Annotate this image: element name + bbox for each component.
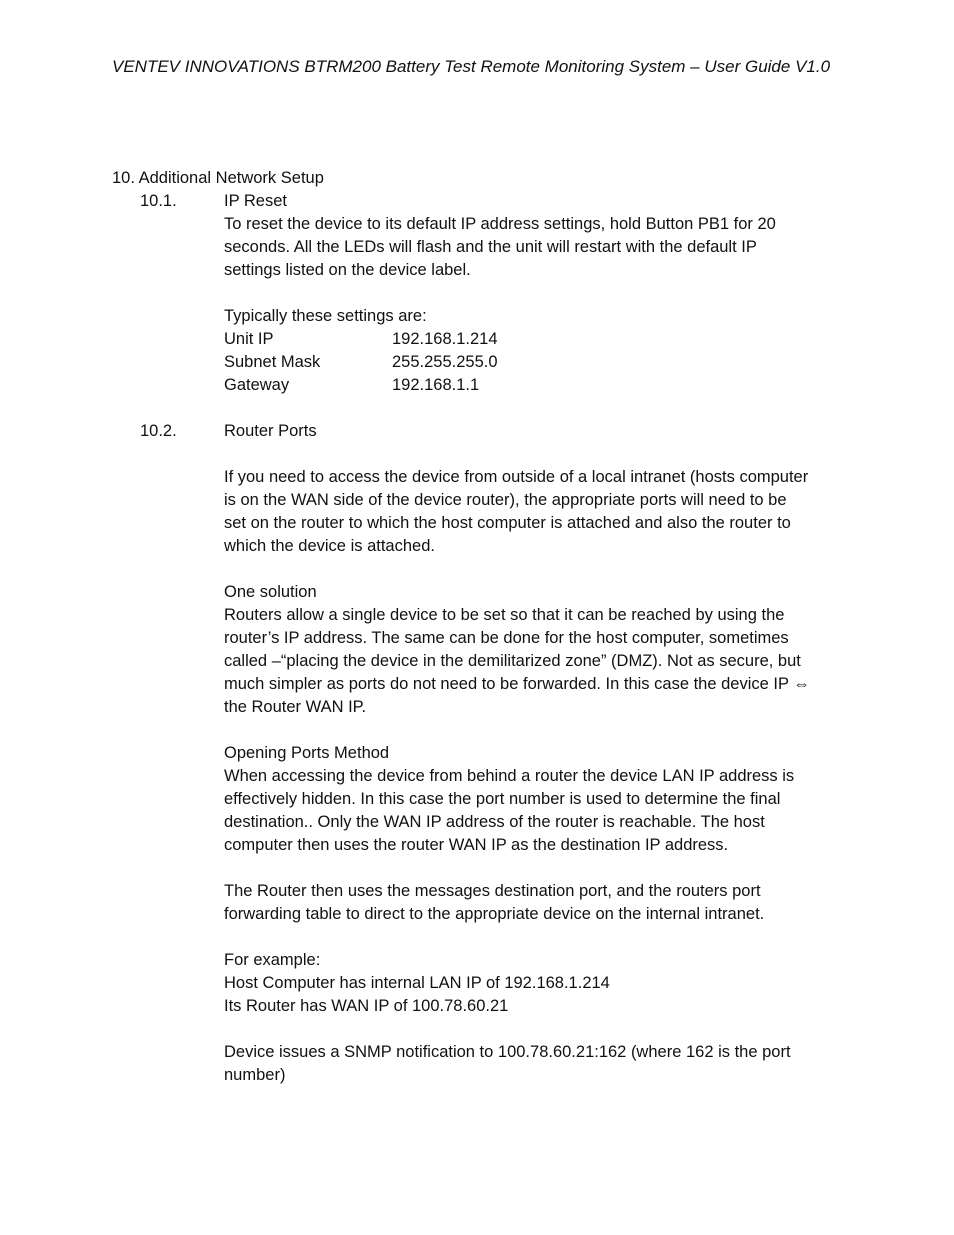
paragraph-line: For example: [224, 951, 321, 969]
settings-row-gateway [112, 374, 852, 397]
paragraph-line: called –“placing the device in the demilitarized zone” (DMZ). Not as secure, but [224, 652, 801, 670]
page-header: VENTEV INNOVATIONS BTRM200 Battery Test Remote Monitoring System – User Guide V1.0 [112, 57, 831, 76]
one-solution-title: One solution [224, 583, 317, 601]
paragraph-line: Routers allow a single device to be set so that it can be reached by using the [224, 606, 785, 624]
paragraph-line: The Router then uses the messages destination port, and the routers port [224, 882, 761, 900]
setting-value: 255.255.255.0 [392, 353, 498, 371]
subsection-number: 10.1. [140, 192, 177, 210]
settings-row-unit-ip [112, 328, 852, 351]
setting-label: Unit IP [224, 330, 274, 348]
subsection-heading-router-ports [112, 420, 852, 443]
paragraph-line: effectively hidden. In this case the port number is used to determine the final [224, 790, 781, 808]
section-heading: 10. Additional Network Setup [112, 169, 324, 187]
paragraph-line: forwarding table to direct to the appropriate device on the internal intranet. [224, 905, 765, 923]
opening-ports-title: Opening Ports Method [224, 744, 390, 762]
ip-reset-paragraph [112, 213, 852, 282]
paragraph-line: Typically these settings are: [224, 307, 427, 325]
paragraph-line: Host Computer has internal LAN IP of 192.168.1.214 [224, 974, 610, 992]
settings-row-subnet-mask [112, 351, 852, 374]
paragraph-line: If you need to access the device from outside of a local intranet (hosts computer [224, 468, 809, 486]
setting-label: Gateway [224, 376, 290, 394]
paragraph-line: settings listed on the device label. [224, 261, 471, 279]
paragraph-line: When accessing the device from behind a router the device LAN IP address is [224, 767, 795, 785]
paragraph-line: Device issues a SNMP notification to 100.78.60.21:162 (where 162 is the port [224, 1043, 791, 1061]
paragraph-line: is on the WAN side of the device router), the appropriate ports will need to be [224, 491, 787, 509]
paragraph-line: Its Router has WAN IP of 100.78.60.21 [224, 997, 509, 1015]
paragraph-line: destination.. Only the WAN IP address of the router is reachable. The host [224, 813, 765, 831]
subsection-title: IP Reset [224, 192, 287, 210]
paragraph-line: the Router WAN IP. [224, 698, 367, 716]
snmp-paragraph [112, 1041, 852, 1087]
setting-value: 192.168.1.1 [392, 376, 480, 394]
opening-ports-block [112, 742, 852, 857]
router-ports-intro [112, 466, 852, 558]
paragraph-line: To reset the device to its default IP address settings, hold Button PB1 for 20 [224, 215, 776, 233]
paragraph-line: number) [224, 1066, 286, 1084]
paragraph-line: which the device is attached. [224, 537, 435, 555]
subsection-title: Router Ports [224, 422, 317, 440]
paragraph-line: router’s IP address. The same can be done for the host computer, sometimes [224, 629, 789, 647]
paragraph-line: much simpler as ports do not need to be forwarded. In this case the device IP ⇔ [224, 675, 810, 693]
settings-intro [112, 305, 852, 328]
example-block [112, 949, 852, 1018]
setting-value: 192.168.1.214 [392, 330, 498, 348]
one-solution-block [112, 581, 852, 719]
subsection-number: 10.2. [140, 422, 177, 440]
paragraph-line: computer then uses the router WAN IP as the destination IP address. [224, 836, 729, 854]
paragraph-line: set on the router to which the host computer is attached and also the router to [224, 514, 791, 532]
setting-label: Subnet Mask [224, 353, 321, 371]
subsection-heading-ip-reset [112, 190, 852, 213]
paragraph-line: seconds. All the LEDs will flash and the unit will restart with the default IP [224, 238, 757, 256]
router-forwarding-paragraph [112, 880, 852, 926]
document-body [112, 167, 852, 1087]
